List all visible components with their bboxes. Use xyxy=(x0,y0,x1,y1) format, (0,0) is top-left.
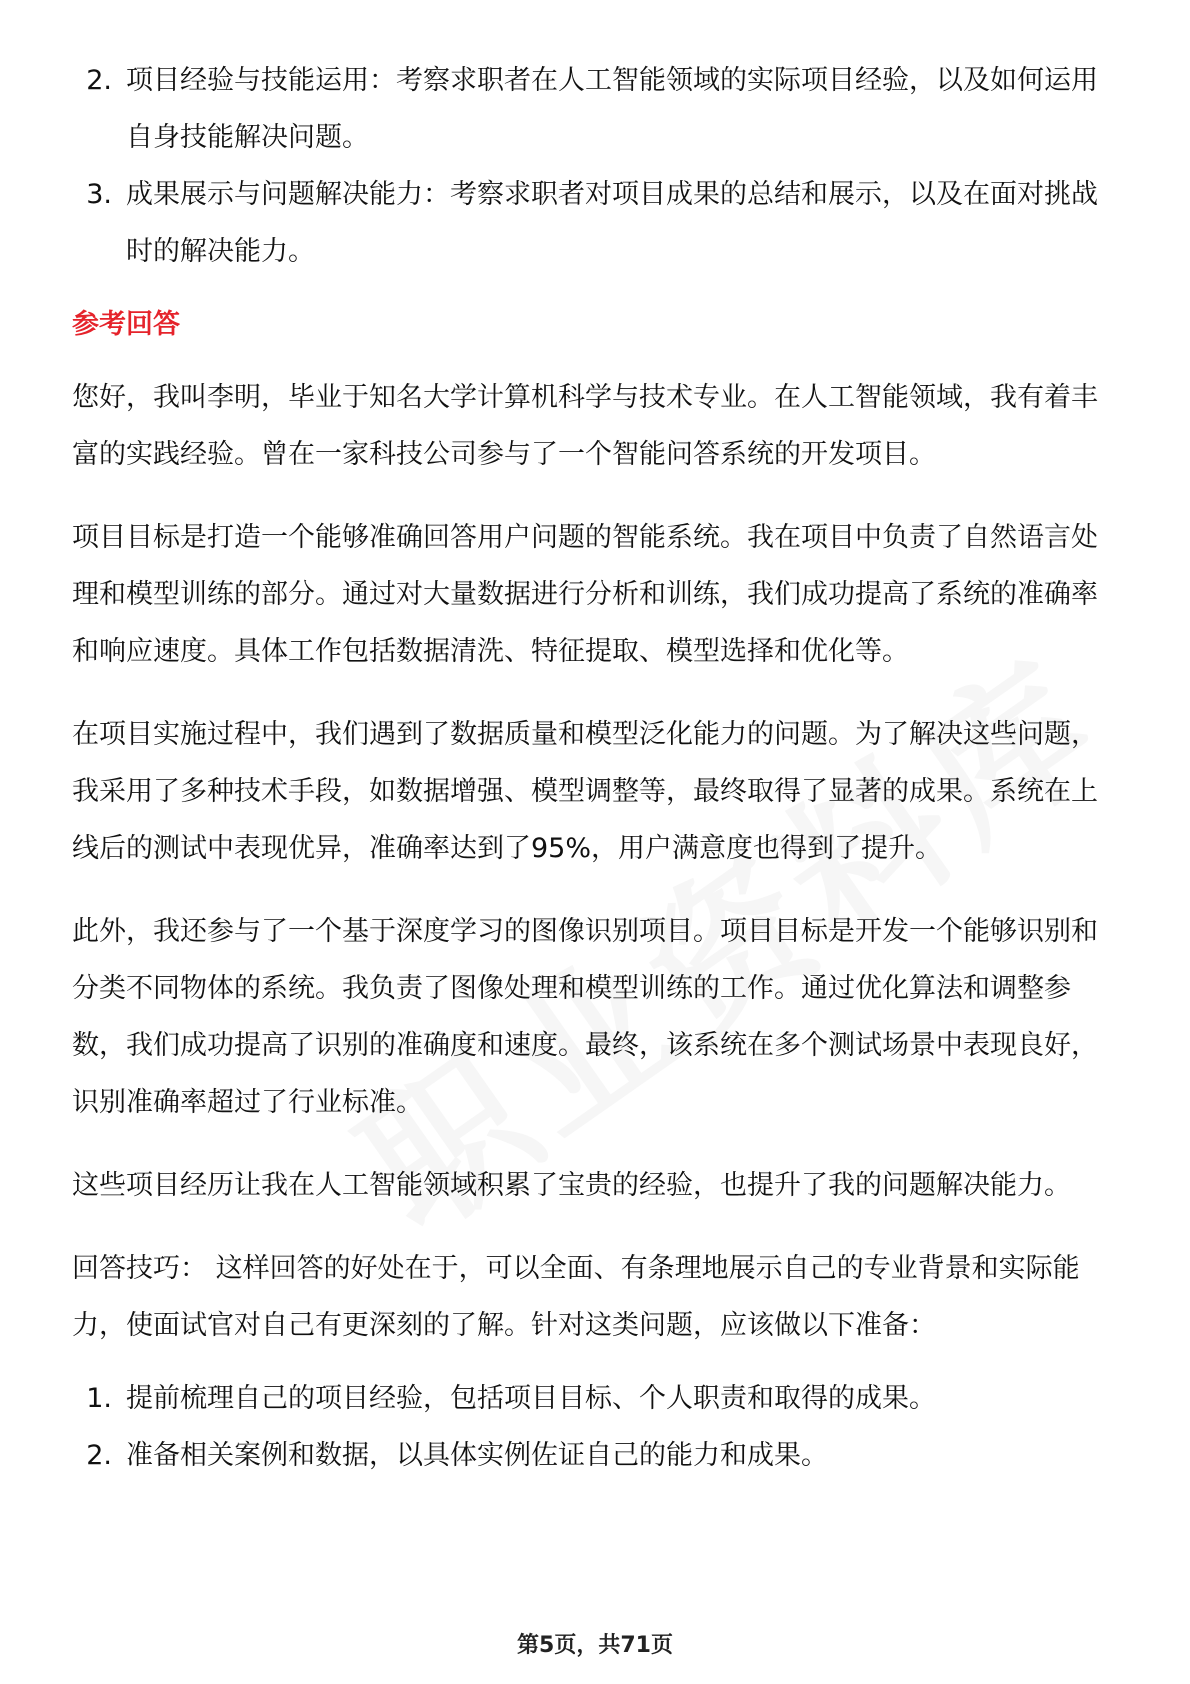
paragraph: 您好，我叫李明，毕业于知名大学计算机科学与技术专业。在人工智能领域，我有着丰富的实践经验。曾在一家科技公司参与了一个智能问答系统的开发项目。 xyxy=(72,382,1098,470)
preparation-list xyxy=(72,1370,1124,1484)
list-item-text: 准备相关案例和数据，以具体实例佐证自己的能力和成果。 xyxy=(126,1440,828,1471)
list-item xyxy=(72,52,1124,166)
list-item-number: 2. xyxy=(86,65,112,96)
list-item-text: 项目经验与技能运用：考察求职者在人工智能领域的实际项目经验，以及如何运用自身技能解决问题。 xyxy=(126,65,1098,153)
list-item-number: 2. xyxy=(86,1440,112,1471)
list-item xyxy=(72,1427,1124,1484)
page-footer: 第5页，共71页 xyxy=(517,1633,673,1658)
document-body xyxy=(72,52,1124,1484)
paragraph: 在项目实施过程中，我们遇到了数据质量和模型泛化能力的问题。为了解决这些问题，我采用了多种技术手段，如数据增强、模型调整等，最终取得了显著的成果。系统在上线后的测试中表现优异，准确率达到了95%，用户满意度也得到了提升。 xyxy=(72,719,1098,864)
list-item-number: 3. xyxy=(86,179,112,210)
section-heading: 参考回答 xyxy=(72,309,180,340)
criteria-list xyxy=(72,52,1124,280)
paragraph: 此外，我还参与了一个基于深度学习的图像识别项目。项目目标是开发一个能够识别和分类不同物体的系统。我负责了图像处理和模型训练的工作。通过优化算法和调整参数，我们成功提高了识别的准确度和速度。最终，该系统在多个测试场景中表现良好，识别准确率超过了行业标准。 xyxy=(72,916,1098,1118)
list-item xyxy=(72,166,1124,280)
list-item-text: 提前梳理自己的项目经验，包括项目目标、个人职责和取得的成果。 xyxy=(126,1383,936,1414)
list-item-number: 1. xyxy=(86,1383,112,1414)
paragraph: 项目目标是打造一个能够准确回答用户问题的智能系统。我在项目中负责了自然语言处理和模型训练的部分。通过对大量数据进行分析和训练，我们成功提高了系统的准确率和响应速度。具体工作包括数据清洗、特征提取、模型选择和优化等。 xyxy=(72,522,1098,667)
tips-paragraph: 回答技巧： 这样回答的好处在于，可以全面、有条理地展示自己的专业背景和实际能力，使面试官对自己有更深刻的了解。针对这类问题，应该做以下准备： xyxy=(72,1253,1080,1341)
list-item-text: 成果展示与问题解决能力：考察求职者对项目成果的总结和展示，以及在面对挑战时的解决能力。 xyxy=(126,179,1098,267)
paragraph: 这些项目经历让我在人工智能领域积累了宝贵的经验，也提升了我的问题解决能力。 xyxy=(72,1170,1071,1201)
list-item xyxy=(72,1370,1124,1427)
